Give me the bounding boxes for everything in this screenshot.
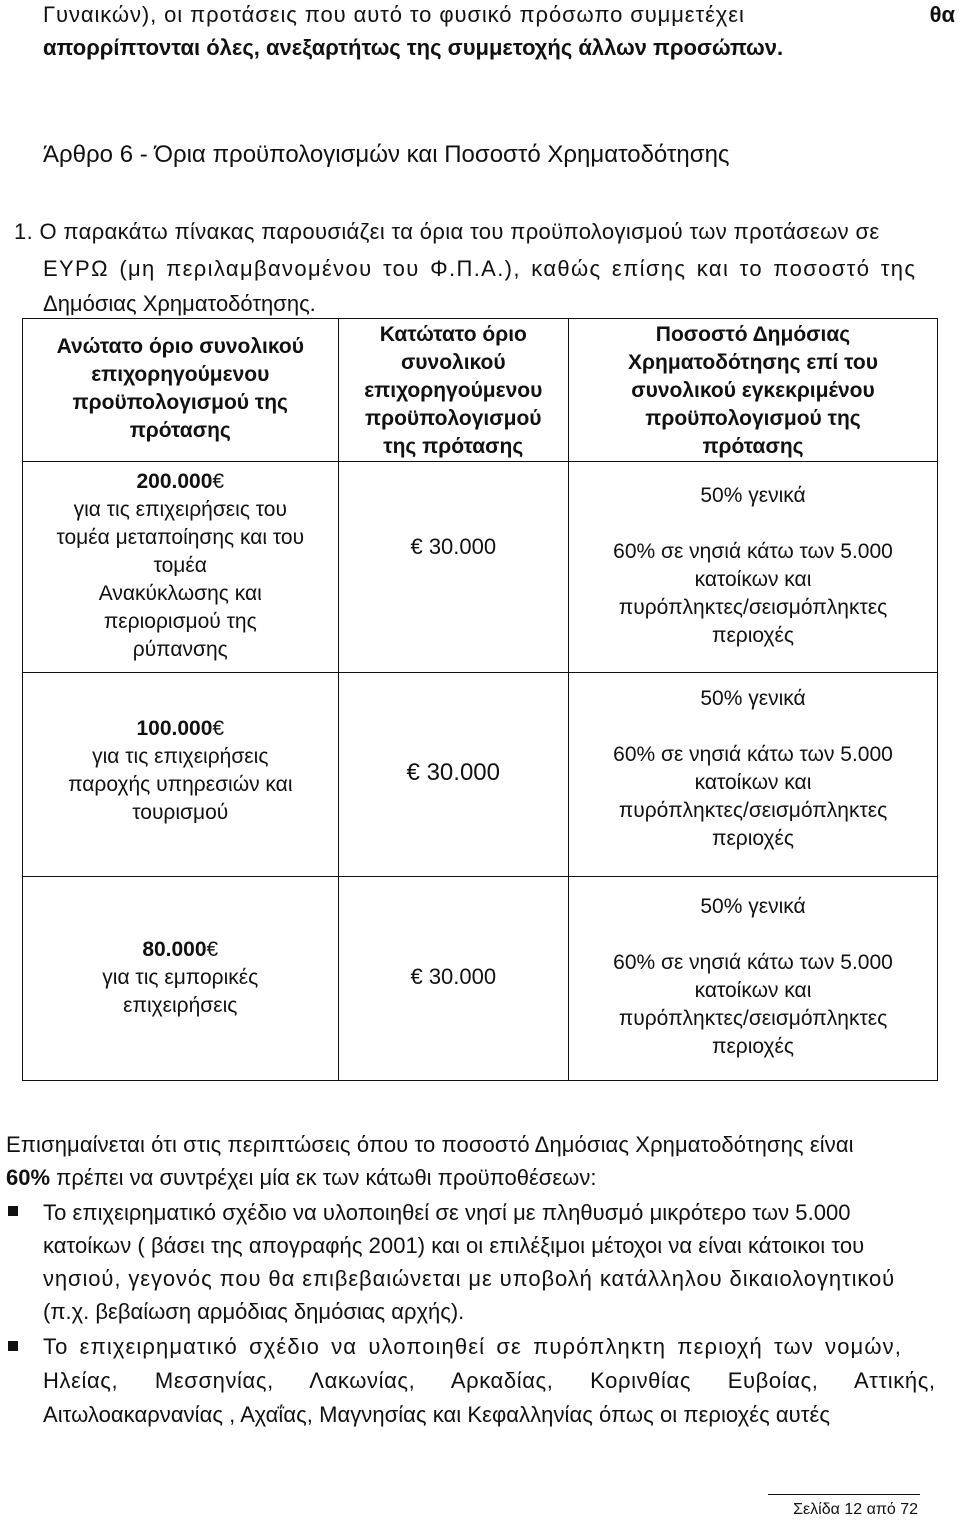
header-min-line: επιχορηγούμενου xyxy=(364,379,543,402)
note-line-1: Επισημαίνεται ότι στις περιπτώσεις όπου το ποσοστό Δημόσιας Χρηματοδότησης είναι xyxy=(6,1132,854,1157)
max-desc-line: επιχειρήσεις xyxy=(123,994,238,1017)
min-amount: 30.000 xyxy=(426,759,500,786)
max-amount: 100.000 xyxy=(136,717,213,740)
max-amount: 200.000 xyxy=(136,470,213,493)
header-rate-line: Ποσοστό Δημόσιας xyxy=(655,323,851,346)
rate-special-line: κατοίκων και xyxy=(694,771,812,794)
rate-special-line: κατοίκων και xyxy=(694,568,812,591)
note-line-2 xyxy=(6,1163,596,1193)
article-title: Άρθρο 6 - Όρια προϋπολογισμών και Ποσοστό Χρηματοδότησης xyxy=(43,141,730,168)
para1-line-1: 1. Ο παρακάτω πίνακας παρουσιάζει τα όρια του προϋπολογισμού των προτάσεων σε xyxy=(14,219,880,244)
max-amount: 80.000 xyxy=(142,938,207,961)
bullet1-line-3: νησιού, γεγονός που θα επιβεβαιώνεται με υποβολή κατάλληλου δικαιολογητικού xyxy=(43,1266,896,1291)
min-amount: 30.000 xyxy=(428,534,497,559)
table-row xyxy=(23,462,938,673)
para1-line-2 xyxy=(43,254,955,284)
funding-rate-cell xyxy=(569,673,938,877)
rate-general: 50% γενικά xyxy=(700,895,806,918)
rate-special-line: περιοχές xyxy=(711,827,795,850)
euro-symbol: € xyxy=(206,938,219,961)
rate-special-line: 60% σε νησιά κάτω των 5.000 xyxy=(613,540,893,563)
note-percentage: 60% xyxy=(6,1165,51,1190)
intro-line-1-bold: θα xyxy=(929,2,955,27)
bullet1-line-1: Το επιχειρηματικό σχέδιο να υλοποιηθεί σε νησί με πληθυσμό μικρότερο των 5.000 xyxy=(43,1200,851,1225)
bullet1-line-2: κατοίκων ( βάσει της απογραφής 2001) και οι επιλέξιμοι μέτοχοι να είναι κάτοικοι του xyxy=(43,1233,865,1258)
bullet2-line-2: Ηλείας, Μεσσηνίας, Λακωνίας, Αρκαδίας, Κορινθίας Ευβοίας, Αττικής, xyxy=(43,1368,936,1393)
bullet2-line-3: Αιτωλοακαρνανίας , Αχαΐας, Μαγνησίας και Κεφαλληνίας όπως οι περιοχές αυτές xyxy=(43,1402,830,1427)
rate-special-line: πυρόπληκτες/σεισμόπληκτες xyxy=(618,799,888,822)
rate-special-line: πυρόπληκτες/σεισμόπληκτες xyxy=(618,596,888,619)
rate-special-line: κατοίκων και xyxy=(694,979,812,1002)
header-min-budget xyxy=(338,319,568,462)
bullet-marker xyxy=(8,1206,18,1216)
header-max-line: πρότασης xyxy=(129,419,231,442)
rate-general: 50% γενικά xyxy=(700,687,806,710)
max-desc-line: τομέα μεταποίησης και του xyxy=(56,526,305,549)
min-amount: 30.000 xyxy=(428,964,497,989)
euro-symbol: € xyxy=(410,534,423,559)
intro-line-1-text: Γυναικών), οι προτάσεις που αυτό το φυσικό πρόσωπο συμμετέχει xyxy=(43,2,745,27)
euro-symbol: € xyxy=(212,717,225,740)
rate-special-line: περιοχές xyxy=(711,624,795,647)
header-rate-line: συνολικού εγκεκριμένου xyxy=(631,379,875,402)
budget-limits-table xyxy=(22,318,938,1081)
rate-special-line: 60% σε νησιά κάτω των 5.000 xyxy=(613,743,893,766)
max-desc-line: για τις επιχειρήσεις xyxy=(92,745,269,768)
header-max-budget xyxy=(23,319,339,462)
min-budget-cell xyxy=(338,462,568,673)
header-min-line: συνολικού xyxy=(400,351,506,374)
max-desc-line: Ανακύκλωσης και xyxy=(98,582,262,605)
intro-line-1 xyxy=(43,0,955,30)
euro-symbol: € xyxy=(212,470,225,493)
header-max-line: επιχορηγούμενου xyxy=(91,363,270,386)
header-min-line: Κατώτατο όριο xyxy=(379,323,527,346)
max-desc-line: τουρισμού xyxy=(132,801,229,824)
euro-symbol: € xyxy=(406,759,420,786)
max-desc-line: ρύπανσης xyxy=(132,638,228,661)
table-row xyxy=(23,877,938,1081)
max-budget-cell xyxy=(23,462,339,673)
header-funding-rate xyxy=(569,319,938,462)
funding-rate-cell xyxy=(569,462,938,673)
page-number: Σελίδα 12 από 72 xyxy=(793,1501,918,1518)
min-budget-cell xyxy=(338,673,568,877)
header-rate-line: πρότασης xyxy=(702,435,804,458)
para1-line-2-text: ΕΥΡΩ (μη περιλαμβανομένου του Φ.Π.Α.), καθώς επίσης και το ποσοστό της xyxy=(43,256,917,281)
rate-special-line: πυρόπληκτες/σεισμόπληκτες xyxy=(618,1007,888,1030)
max-desc-line: τομέα xyxy=(153,554,207,577)
bullet1-line-4: (π.χ. βεβαίωση αρμόδιας δημόσιας αρχής). xyxy=(43,1299,465,1324)
funding-rate-cell xyxy=(569,877,938,1081)
header-rate-line: προϋπολογισμού της xyxy=(645,407,861,430)
max-desc-line: για τις εμπορικές xyxy=(102,966,259,989)
header-max-line: Ανώτατο όριο συνολικού xyxy=(56,335,304,358)
header-min-line: της πρότασης xyxy=(383,435,524,458)
table-row xyxy=(23,673,938,877)
max-budget-cell xyxy=(23,673,339,877)
euro-symbol: € xyxy=(410,964,423,989)
bullet2-line-1: Το επιχειρηματικό σχέδιο να υλοποιηθεί σε πυρόπληκτη περιοχή των νομών, xyxy=(43,1334,902,1359)
rate-special-line: περιοχές xyxy=(711,1035,795,1058)
max-desc-line: παροχής υπηρεσιών και xyxy=(68,773,293,796)
intro-line-2: απορρίπτονται όλες, ανεξαρτήτως της συμμετοχής άλλων προσώπων. xyxy=(43,35,784,60)
footer-divider xyxy=(768,1494,920,1495)
max-desc-line: για τις επιχειρήσεις του xyxy=(73,498,287,521)
note-line-2-rest: πρέπει να συντρέχει μία εκ των κάτωθι προϋποθέσεων: xyxy=(50,1165,597,1190)
header-rate-line: Χρηματοδότησης επί του xyxy=(628,351,878,374)
header-max-line: προϋπολογισμού της xyxy=(72,391,288,414)
min-budget-cell xyxy=(338,877,568,1081)
max-budget-cell xyxy=(23,877,339,1081)
header-min-line: προϋπολογισμού xyxy=(365,407,542,430)
rate-general: 50% γενικά xyxy=(700,484,806,507)
bullet-marker xyxy=(8,1341,18,1351)
table-header-row xyxy=(23,319,938,462)
rate-special-line: 60% σε νησιά κάτω των 5.000 xyxy=(613,951,893,974)
para1-line-3: Δημόσιας Χρηματοδότησης. xyxy=(43,291,316,316)
max-desc-line: περιορισμού της xyxy=(103,610,257,633)
